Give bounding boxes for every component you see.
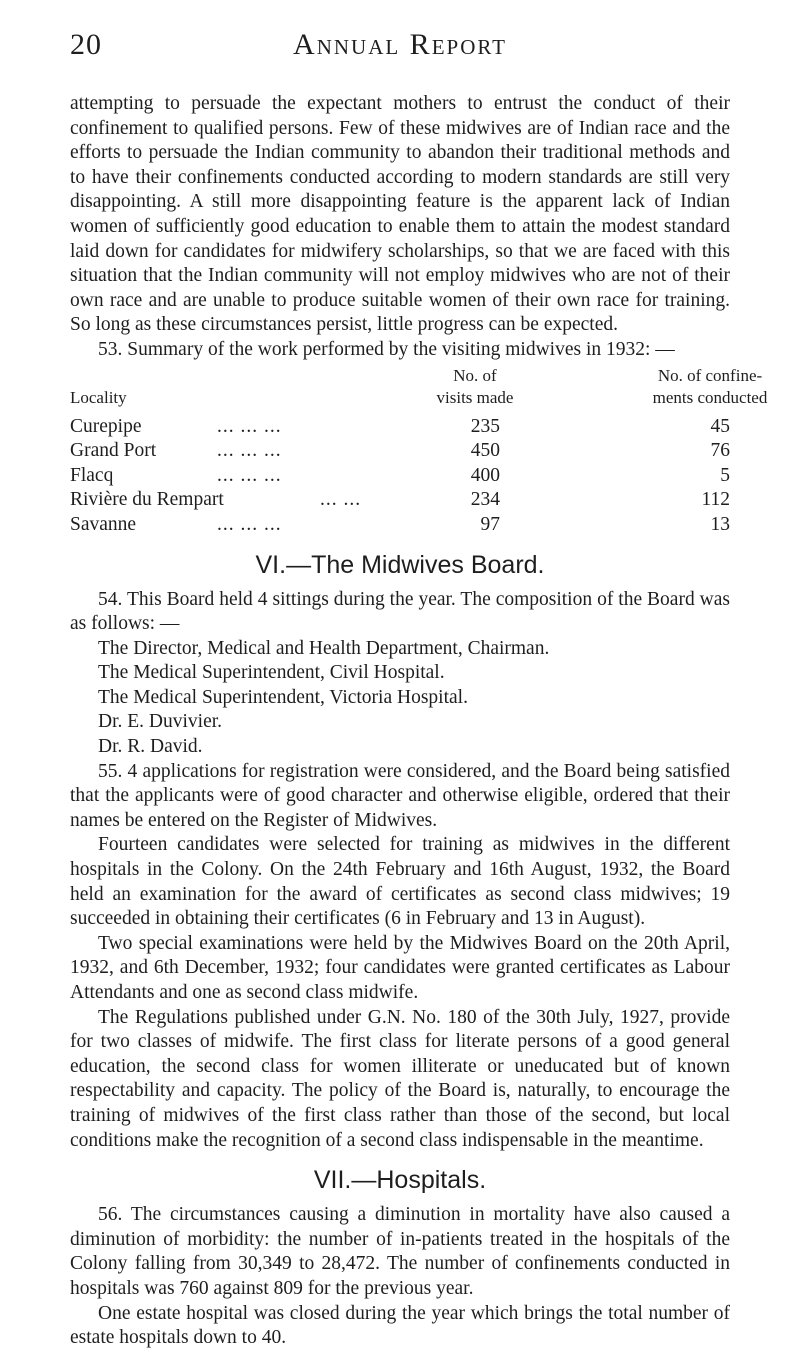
visits-cell: 235 bbox=[470, 415, 500, 437]
column-header-visits-line2: visits made bbox=[436, 387, 514, 407]
leader-dots: ... ... ... bbox=[217, 440, 282, 462]
table-row bbox=[70, 513, 730, 538]
running-title: Annual Report bbox=[293, 28, 507, 61]
paragraph-55: 55. 4 applications for registration were considered, and the Board being satisfied that the applicants were of good character and otherwise eligible, ordered that their names be entered on the Register of Midwives. bbox=[70, 760, 730, 831]
confinements-cell: 76 bbox=[710, 440, 730, 462]
paragraph-53: 53. Summary of the work performed by the visiting midwives in 1932: — bbox=[98, 338, 675, 360]
leader-dots: ... ... ... bbox=[217, 513, 282, 535]
column-header-visits bbox=[400, 365, 550, 409]
page-number: 20 bbox=[70, 28, 102, 61]
visits-cell: 97 bbox=[480, 513, 500, 535]
column-header-confinements bbox=[610, 365, 800, 409]
list-item: The Director, Medical and Health Department, Chairman. bbox=[98, 637, 550, 659]
confinements-cell: 5 bbox=[720, 464, 730, 486]
locality-cell: Grand Port bbox=[70, 440, 157, 462]
confinements-cell: 13 bbox=[710, 513, 730, 535]
locality-cell: Curepipe bbox=[70, 415, 142, 437]
table-row bbox=[70, 488, 730, 513]
locality-cell: Savanne bbox=[70, 513, 137, 535]
paragraph-special-examinations: Two special examinations were held by the Midwives Board on the 20th April, 1932, and 6th December, 1932; four candidates were granted certificates as Labour Attendants and one as second class midwife. bbox=[70, 932, 730, 1003]
leader-dots: ... ... ... bbox=[217, 415, 282, 437]
locality-cell: Flacq bbox=[70, 464, 114, 486]
column-header-locality: Locality bbox=[70, 387, 127, 407]
table-header bbox=[70, 365, 768, 415]
column-header-confinements-line2: ments conducted bbox=[652, 387, 768, 407]
leader-dots: ... ... ... bbox=[217, 464, 282, 486]
board-members-list bbox=[70, 637, 730, 760]
confinements-cell: 112 bbox=[701, 489, 730, 511]
table-row bbox=[70, 439, 730, 464]
visits-cell: 400 bbox=[470, 464, 500, 486]
column-header-visits-line1: No. of bbox=[453, 365, 497, 385]
column-header-confinements-line1: No. of confine- bbox=[657, 365, 763, 385]
locality-cell: Rivière du Rempart bbox=[70, 489, 224, 511]
table-row bbox=[70, 464, 730, 489]
visits-cell: 450 bbox=[470, 440, 500, 462]
list-item: The Medical Superintendent, Civil Hospital. bbox=[98, 662, 445, 684]
paragraph-regulations: The Regulations published under G.N. No. 180 of the 30th July, 1927, provide for two classes of midwife. The first class for literate persons of a good general education, the second class for women illiterate or uneducated but of known respectability and capacity. The policy of the Board is, naturally, to encourage the training of midwives of the first class rather than those of the second, but local conditions make the recognition of a second class indispensable in the meantime. bbox=[70, 1006, 730, 1151]
paragraph-54: 54. This Board held 4 sittings during the year. The composition of the Board was as follows: — bbox=[70, 588, 730, 635]
section-title-midwives-board: VI.—The Midwives Board. bbox=[255, 550, 545, 579]
list-item: The Medical Superintendent, Victoria Hospital. bbox=[98, 686, 468, 708]
paragraph-estate-hospital: One estate hospital was closed during the year which brings the total number of estate hospitals down to 40. bbox=[70, 1302, 730, 1349]
paragraph-fourteen-candidates: Fourteen candidates were selected for training as midwives in the different hospitals in the Colony. On the 24th February and 16th August, 1932, the Board held an examination for the award of certificates as second class midwives; 19 succeeded in obtaining their certificates (6 in February and 13 in August). bbox=[70, 834, 730, 930]
confinements-cell: 45 bbox=[710, 415, 730, 437]
paragraph-56: 56. The circumstances causing a diminution in mortality have also caused a diminution of morbidity: the number of in-patients treated in the hospitals of the Colony falling from 30,349 to 28,472. The number of confinements conducted in hospitals was 760 against 809 for the previous year. bbox=[70, 1204, 730, 1299]
summary-table bbox=[70, 365, 768, 538]
table-row bbox=[70, 415, 730, 440]
section-title-hospitals: VII.—Hospitals. bbox=[313, 1166, 487, 1195]
list-item: Dr. R. David. bbox=[98, 736, 203, 758]
list-item: Dr. E. Duvivier. bbox=[98, 711, 223, 733]
visits-cell: 234 bbox=[470, 489, 500, 511]
page-header bbox=[70, 0, 730, 92]
leader-dots: ... ... bbox=[320, 489, 362, 511]
intro-paragraph: attempting to persuade the expectant mothers to entrust the conduct of their confinement to qualified persons. Few of these midwives are of Indian race and the efforts to persuade the Indian community to abandon their traditional methods and to have their confinements conducted according to modern standards are still very disappointing. A still more disappointing feature is the apparent lack of Indian women of sufficiently good education to enable them to attain the modest standard laid down for candidates for midwifery scholarships, so that we are faced with this situation that the Indian community will not employ midwives who are not of their own race and are unable to produce suitable women of their own race for training. So long as these circumstances persist, little progress can be expected. bbox=[70, 93, 730, 336]
